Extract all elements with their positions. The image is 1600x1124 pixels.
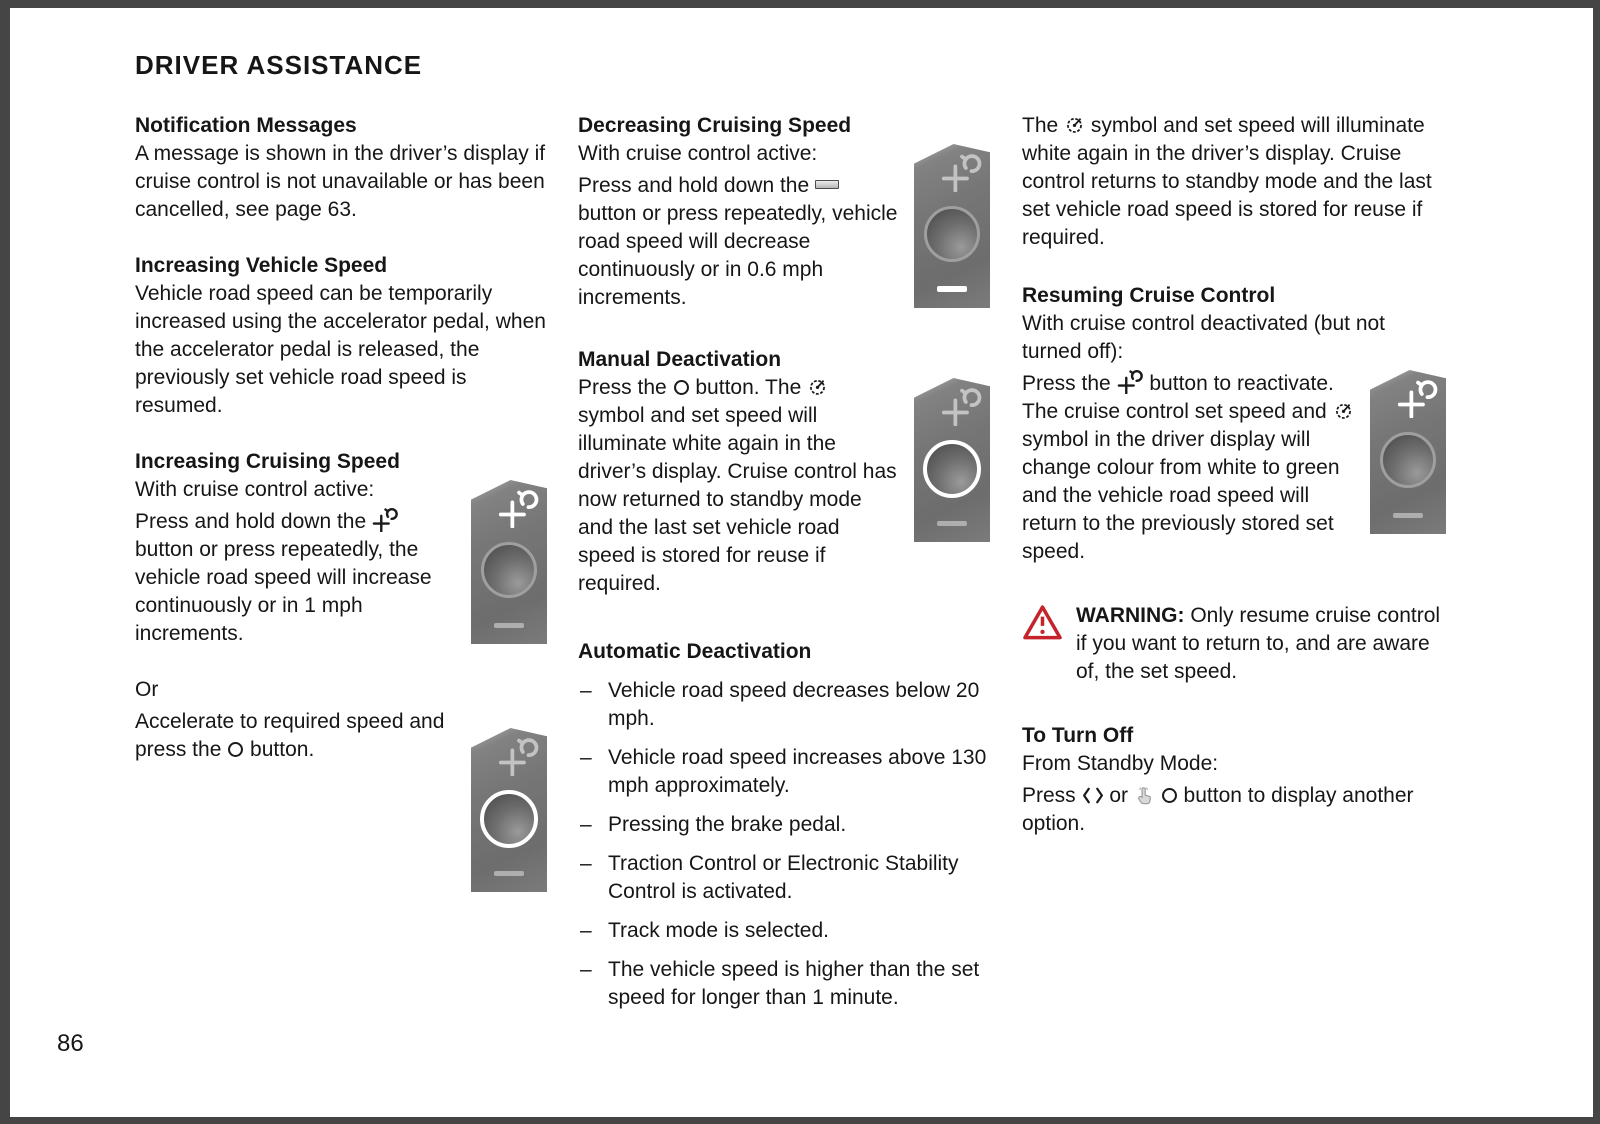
touch-icon: [1134, 785, 1155, 806]
paragraph: Vehicle road speed can be temporarily increased using the accelerator pedal, when the accelerator pedal is released, the previously set vehicle road speed is resumed.: [135, 282, 546, 417]
paragraph: Press and hold down the button or press repeatedly, the vehicle road speed will increase continuously or in 1 mph increments.: [135, 510, 432, 645]
section-increasing-vehicle-speed: [135, 252, 547, 420]
section-heading: Automatic Deactivation: [578, 640, 812, 663]
section-heading: To Turn Off: [1022, 724, 1134, 747]
paragraph: From Standby Mode:: [1022, 752, 1219, 775]
section-heading: Increasing Cruising Speed: [135, 450, 400, 473]
section-resuming-cruise-control: [1022, 282, 1446, 566]
bullet-item: – The vehicle speed is higher than the set speed for longer than 1 minute.: [578, 956, 990, 1012]
warning-text: WARNING: Only resume cruise control if you want to return to, and are aware of, the set speed.: [1076, 604, 1441, 683]
bullet-item: – Track mode is selected.: [578, 917, 990, 945]
scroll-arrows-icon: [1082, 786, 1104, 805]
paragraph: With cruise control active:: [135, 478, 375, 501]
paragraph: A message is shown in the driver’s display if cruise control is not unavailable or has been cancelled, see page 63.: [135, 142, 546, 221]
section-deactivation-continued: [1022, 112, 1446, 252]
section-heading: Manual Deactivation: [578, 348, 782, 371]
bullet-list: [578, 677, 990, 1012]
paragraph: Press or button to display another option.: [1022, 784, 1414, 835]
section-or-accelerate: [135, 676, 547, 902]
paragraph: With cruise control deactivated (but not turned off):: [1022, 312, 1386, 363]
minus-button: [1393, 513, 1423, 518]
plus-resume-icon: [372, 508, 399, 532]
warning-block: [1022, 602, 1446, 686]
set-speed-button: [1380, 432, 1436, 488]
section-heading: Increasing Vehicle Speed: [135, 254, 388, 277]
plus-resume-button: [941, 388, 983, 426]
bullet-item: – Traction Control or Electronic Stability Control is activated.: [578, 850, 990, 906]
page-number: 86: [57, 1030, 84, 1057]
set-button-icon: [673, 379, 690, 396]
section-manual-deactivation: [578, 346, 990, 598]
set-speed-button: [481, 542, 537, 598]
minus-button: [494, 623, 524, 628]
manual-page: [10, 8, 1593, 1117]
warning-icon: [1022, 604, 1063, 641]
cruise-control-symbol-icon: [1064, 115, 1085, 134]
paragraph: Press the button. The symbol and set speed will illuminate white again in the driver’s display. Cruise control has now returned to standby mode and the last set vehicle road speed is stored for reuse if required.: [578, 376, 897, 595]
minus-button: [494, 871, 524, 876]
set-button-icon: [1161, 787, 1178, 804]
plus-resume-button: [1397, 380, 1439, 418]
section-automatic-deactivation: [578, 638, 990, 1012]
cruise-control-symbol-icon: [807, 377, 828, 396]
set-button-icon: [227, 741, 244, 758]
paragraph: Accelerate to required speed and press the button.: [135, 710, 445, 761]
plus-resume-button: [498, 738, 540, 776]
set-speed-button: [480, 790, 538, 848]
set-speed-button: [924, 206, 980, 262]
set-speed-button: [923, 440, 981, 498]
cruise-control-symbol-icon: [1333, 401, 1354, 420]
column-3: [1022, 112, 1446, 838]
paragraph: Press the button to reactivate. The cruise control set speed and symbol in the driver display will change colour from white to green and the vehicle road speed will return to the previously stored set speed.: [1022, 370, 1446, 566]
minus-button: [937, 286, 967, 292]
section-increasing-cruising-speed: [135, 448, 547, 654]
bullet-item: – Pressing the brake pedal.: [578, 811, 990, 839]
section-decreasing-cruising-speed: [578, 112, 990, 318]
bullet-item: – Vehicle road speed increases above 130 mph approximately.: [578, 744, 990, 800]
paragraph: The symbol and set speed will illuminate white again in the driver’s display. Cruise control returns to standby mode and the last set vehicle road speed is stored for reuse if required.: [1022, 114, 1432, 249]
plus-resume-button: [941, 154, 983, 192]
plus-resume-icon: [1117, 370, 1144, 394]
bullet-item: – Vehicle road speed decreases below 20 mph.: [578, 677, 990, 733]
section-heading: Notification Messages: [135, 114, 357, 137]
section-heading: Resuming Cruise Control: [1022, 284, 1276, 307]
paragraph: With cruise control active:: [578, 142, 818, 165]
section-to-turn-off: [1022, 722, 1446, 838]
cruise-stalk-image: [471, 480, 547, 644]
minus-button-icon: [815, 180, 839, 189]
page-title: DRIVER ASSISTANCE: [135, 50, 423, 80]
section-heading: Decreasing Cruising Speed: [578, 114, 852, 137]
minus-button: [937, 521, 967, 526]
cruise-stalk-image: [471, 728, 547, 892]
cruise-stalk-image: [1370, 370, 1446, 534]
plus-resume-button: [498, 490, 540, 528]
section-notification-messages: [135, 112, 547, 224]
column-2: [578, 112, 990, 1012]
column-1: [135, 112, 547, 902]
cruise-stalk-image: [914, 378, 990, 542]
paragraph: Or: [135, 678, 159, 701]
paragraph: Press and hold down the button or press repeatedly, vehicle road speed will decrease continuously or in 0.6 mph increments.: [578, 174, 898, 309]
cruise-stalk-image: [914, 144, 990, 308]
